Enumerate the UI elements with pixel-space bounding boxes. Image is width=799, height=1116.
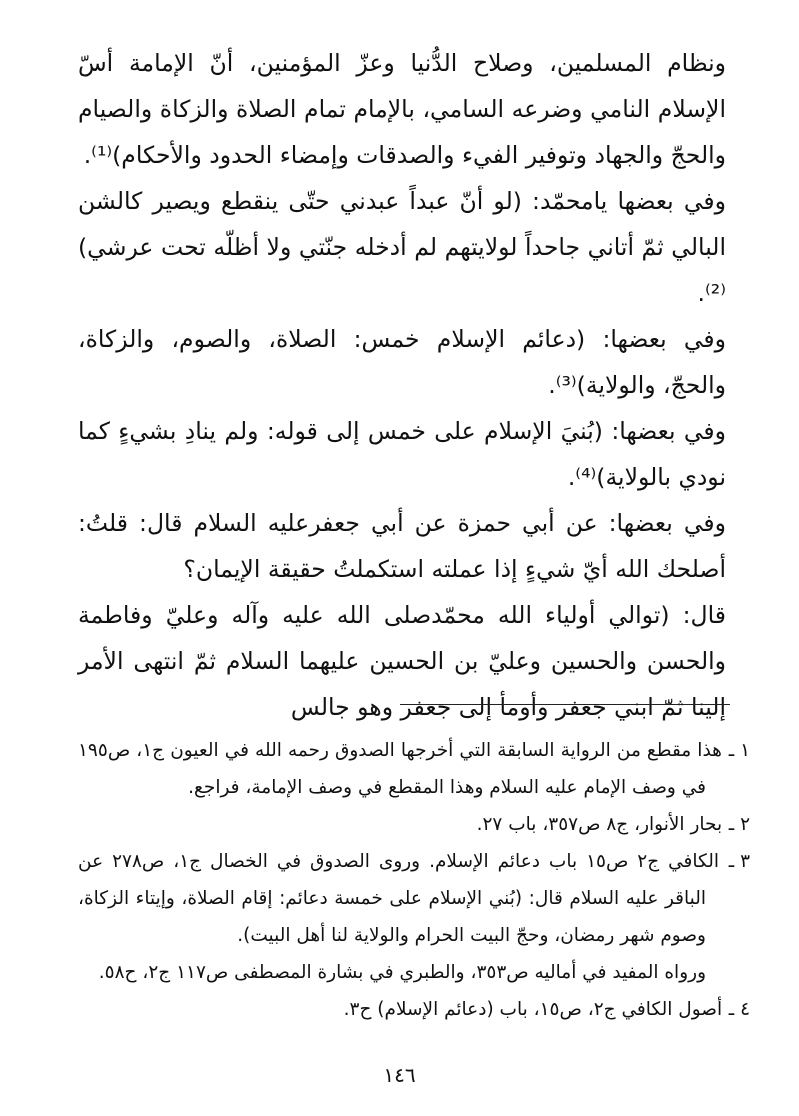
paragraph-4: وفي بعضها: (بُنيَ الإسلام على خمس إلى قوله: ولم ينادِ بشيءٍ كما نودي بالولاية)⁽⁴⁾. — [78, 417, 726, 491]
main-text — [78, 40, 726, 730]
footnote-3: ٣ ـ الكافي ج٢ ص١٥ باب دعائم الإسلام. وروى الصدوق في الخصال ج١، ص٢٧٨ عن الباقر عليه السلام قال: (بُني الإسلام على خمسة دعائم: إقام الصلاة، وإيتاء الزكاة، وصوم شهر رمضان، وحجّ البيت الحرام والولاية لنا أهل البيت). — [78, 851, 750, 946]
page-number: ١٤٦ — [383, 1063, 416, 1087]
footnote-2: ٢ ـ بحار الأنوار، ج٨ ص٣٥٧، باب ٢٧. — [476, 814, 750, 835]
footnote-1: ١ ـ هذا مقطع من الرواية السابقة التي أخرجها الصدوق رحمه الله في العيون ج١، ص١٩٥ في وصف الإمام عليه السلام وهذا المقطع في وصف الإمامة، فراجع. — [78, 740, 751, 798]
footnotes — [78, 732, 751, 1028]
footnote-3-continuation: ورواه المفيد في أماليه ص٣٥٣، والطبري في بشارة المصطفى ص١١٧ ج٢، ح٥٨. — [98, 962, 706, 983]
paragraph-2: وفي بعضها يامحمّد: (لو أنّ عبداً عبدني حتّى ينقطع ويصير كالشن البالي ثمّ أتاني جاحداً لولايتهم لم أدخله جنّتي ولا أظلّه تحت عرشي)⁽²⁾. — [78, 187, 726, 307]
footnote-4: ٤ ـ أصول الكافي ج٢، ص١٥، باب (دعائم الإسلام) ح٣. — [343, 999, 750, 1020]
paragraph-5: وفي بعضها: عن أبي حمزة عن أبي جعفرعليه السلام قال: قلتُ: أصلحك الله أيّ شيءٍ إذا عملته استكملتُ حقيقة الإيمان؟ — [78, 509, 726, 583]
paragraph-3: وفي بعضها: (دعائم الإسلام خمس: الصلاة، والصوم، والزكاة، والحجّ، والولاية)⁽³⁾. — [78, 325, 726, 399]
footnote-text: أصول الكافي ج٢، ص١٥، باب (دعائم الإسلام) ح٣. — [343, 999, 723, 1020]
footnote-text: هذا مقطع من الرواية السابقة التي أخرجها الصدوق رحمه الله في العيون ج١، ص١٩٥ في وصف الإمام عليه السلام وهذا المقطع في وصف الإمامة، فراجع. — [78, 740, 722, 798]
paragraph-1: ونظام المسلمين، وصلاح الدُّنيا وعزّ المؤمنين، أنّ الإمامة أسّ الإسلام النامي وضرعه السامي، بالإمام تمام الصلاة والزكاة والصيام والحجّ والجهاد وتوفير الفيء والصدقات وإمضاء الحدود والأحكام)⁽¹⁾. — [78, 49, 726, 169]
paragraph-6: قال: (توالي أولياء الله محمّدصلى الله عليه وآله وعليّ وفاطمة والحسن والحسين وعليّ بن الحسين عليهما السلام ثمّ انتهى الأمر إلينا ثمّ ابني جعفر وأومأ إلى جعفر وهو جالس — [78, 601, 726, 721]
footnote-text: الكافي ج٢ ص١٥ باب دعائم الإسلام. وروى الصدوق في الخصال ج١، ص٢٧٨ عن الباقر عليه السلام قال: (بُني الإسلام على خمسة دعائم: إقام الصلاة، وإيتاء الزكاة، وصوم شهر رمضان، وحجّ البيت الحرام والولاية لنا أهل البيت). — [78, 851, 720, 946]
footnote-divider — [400, 704, 730, 705]
footnote-text: بحار الأنوار، ج٨ ص٣٥٧، باب ٢٧. — [476, 814, 723, 835]
